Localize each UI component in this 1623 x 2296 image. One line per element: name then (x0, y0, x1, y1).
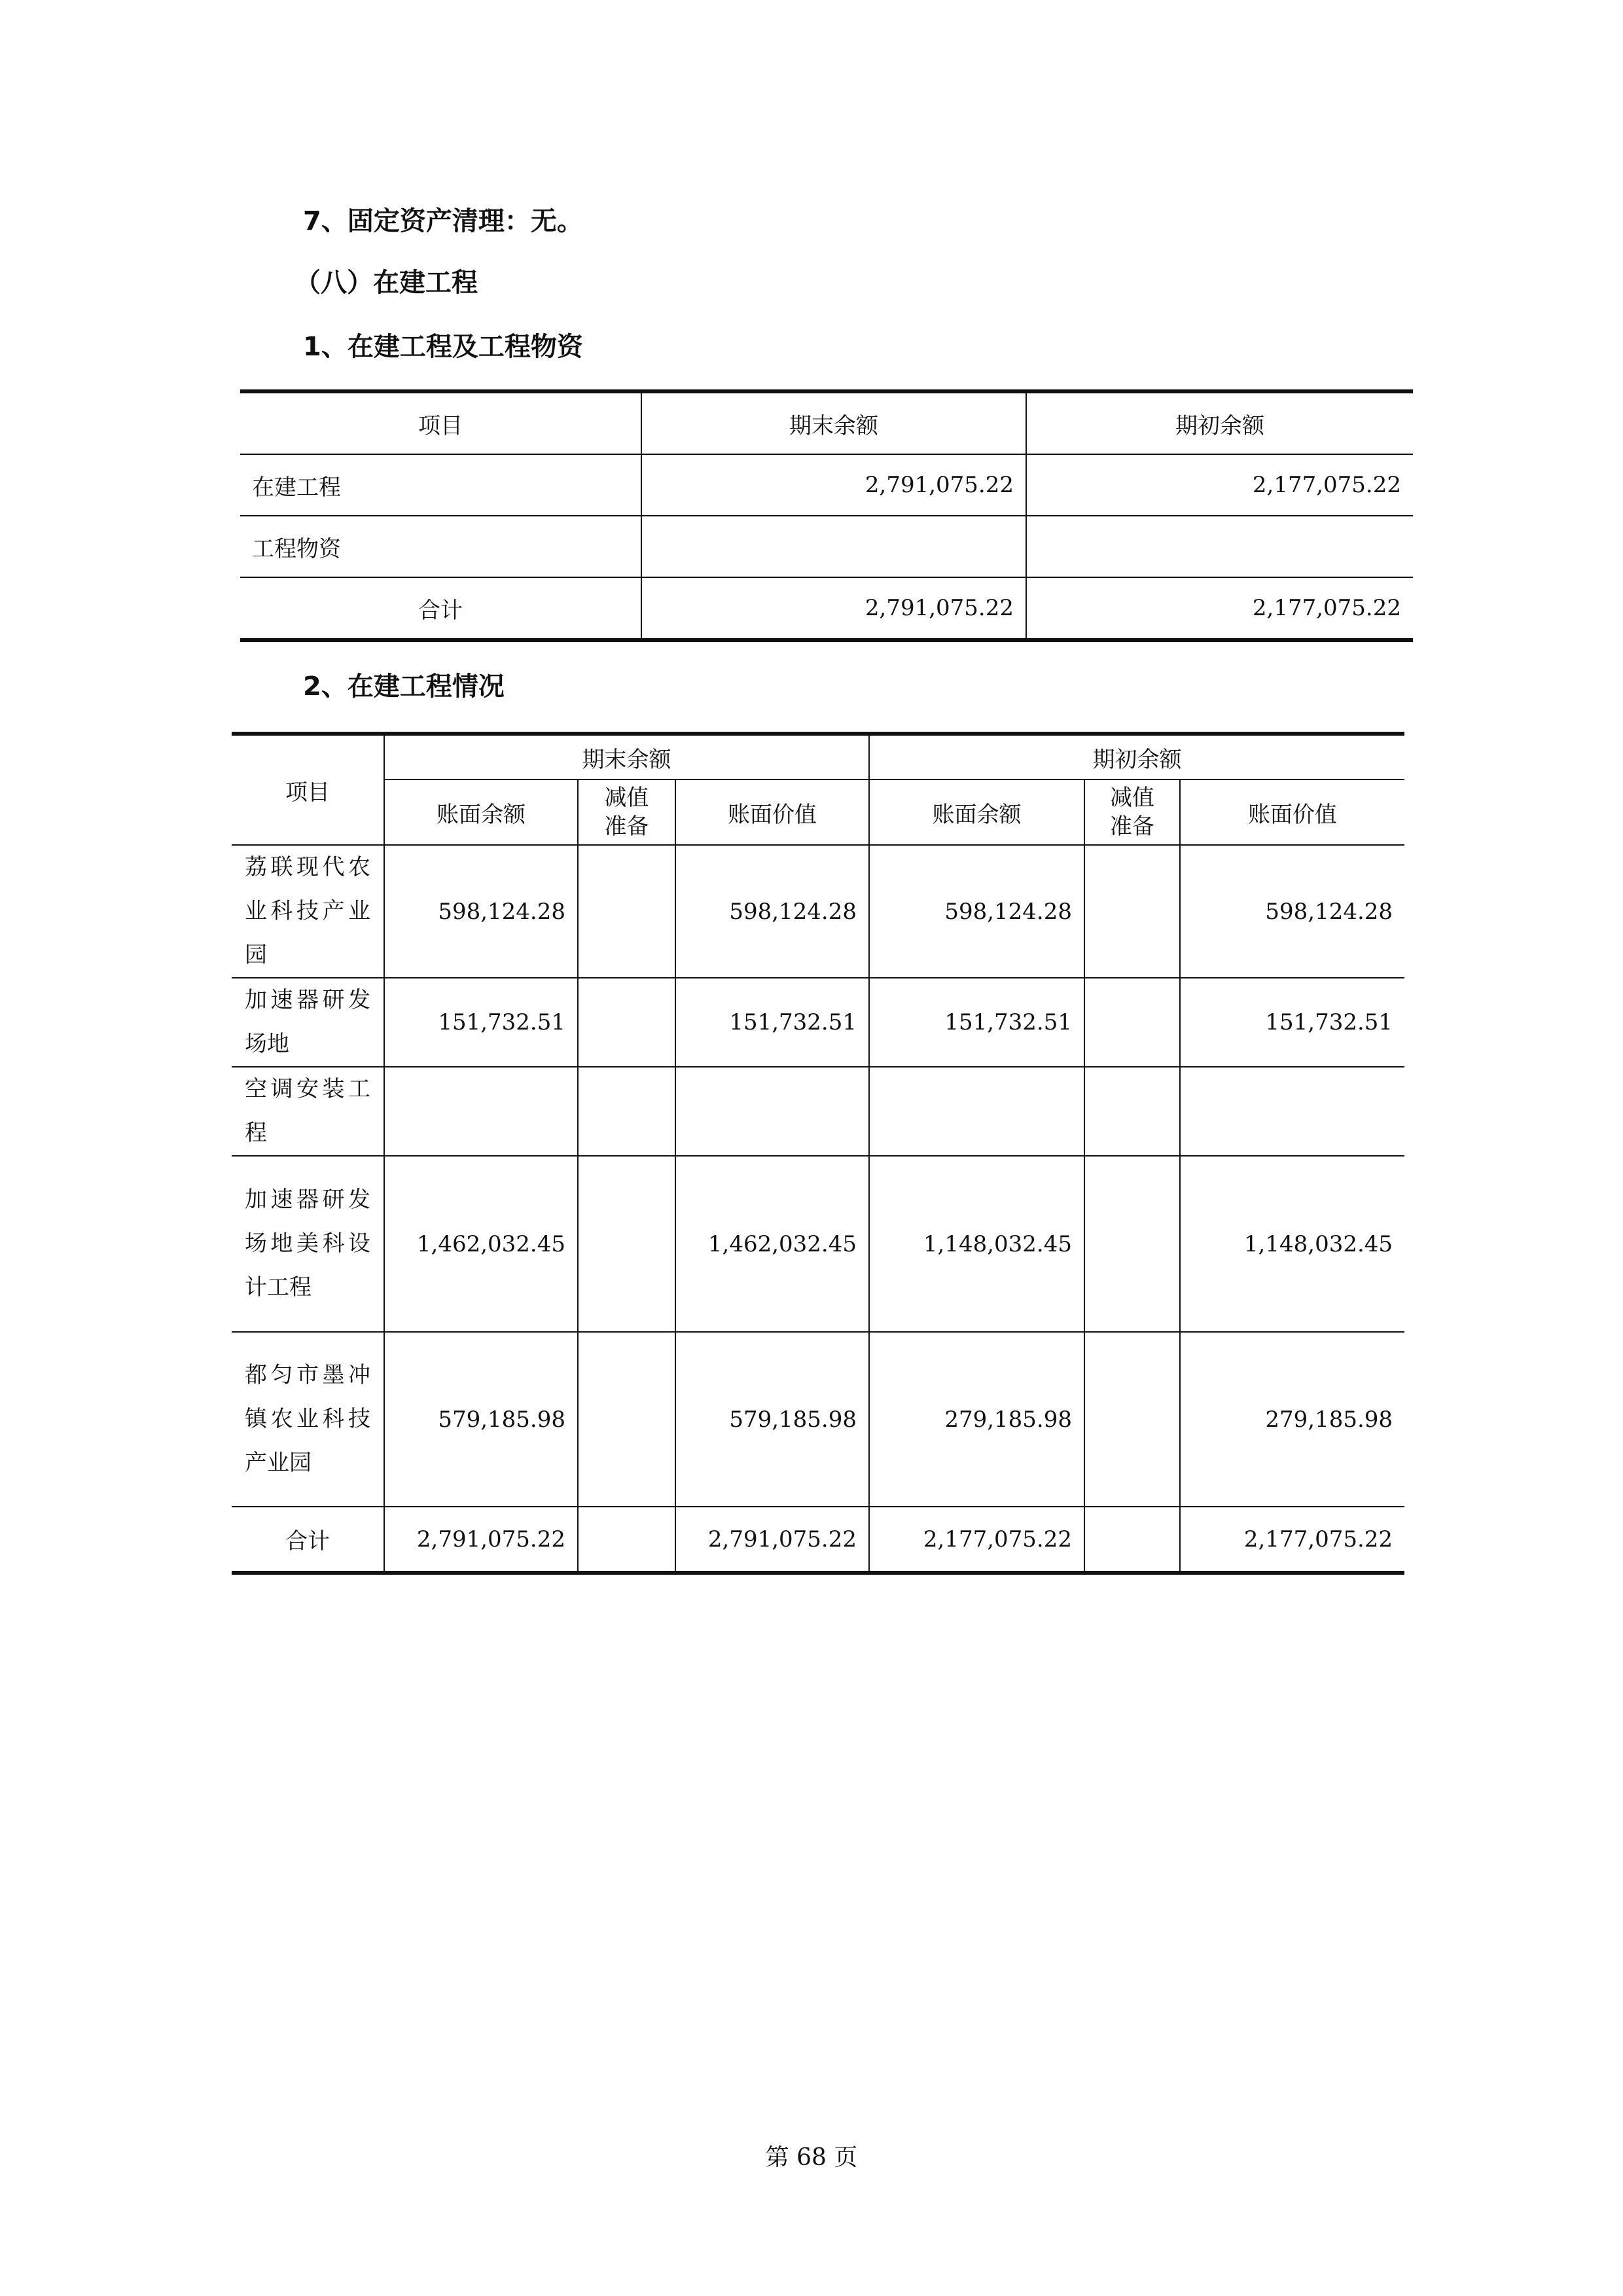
ending-book-balance (384, 1067, 578, 1156)
impairment-line2: 准备 (1110, 814, 1154, 840)
ending-impairment (578, 978, 675, 1067)
table-row (232, 978, 1404, 1067)
column-header-impairment (578, 780, 675, 845)
beginning-impairment (1084, 1156, 1180, 1332)
column-header-item: 项目 (232, 734, 384, 845)
construction-details-table (232, 732, 1404, 1575)
ending-balance-cell: 2,791,075.22 (641, 454, 1026, 516)
ending-book-value: 2,791,075.22 (675, 1507, 869, 1573)
ending-book-value: 598,124.28 (675, 845, 869, 978)
impairment-line1: 减值 (1110, 785, 1154, 811)
column-header-book-value: 账面价值 (1180, 780, 1404, 845)
ending-balance-cell: 2,791,075.22 (641, 577, 1026, 640)
beginning-impairment (1084, 1332, 1180, 1507)
impairment-line1: 减值 (604, 785, 649, 811)
beginning-balance-cell: 2,177,075.22 (1026, 577, 1413, 640)
beginning-book-balance: 279,185.98 (869, 1332, 1084, 1507)
ending-book-balance: 579,185.98 (384, 1332, 578, 1507)
subheading-construction-and-materials: 1、在建工程及工程物资 (303, 332, 583, 362)
beginning-impairment (1084, 1067, 1180, 1156)
ending-impairment (578, 1067, 675, 1156)
beginning-impairment (1084, 1507, 1180, 1573)
table-row (232, 1156, 1404, 1332)
column-header-impairment (1084, 780, 1180, 845)
column-header-book-balance: 账面余额 (384, 780, 578, 845)
table-header-row (240, 391, 1413, 454)
page-number: 第 68 页 (765, 2144, 858, 2171)
total-label: 合计 (232, 1507, 384, 1573)
beginning-book-value (1180, 1067, 1404, 1156)
column-header-item: 项目 (240, 391, 641, 454)
row-label: 工程物资 (240, 516, 641, 577)
section-heading-fixed-asset-clearance: 7、固定资产清理：无。 (303, 206, 583, 236)
beginning-book-value: 279,185.98 (1180, 1332, 1404, 1507)
subheading-construction-details: 2、在建工程情况 (303, 672, 505, 702)
ending-book-balance: 598,124.28 (384, 845, 578, 978)
table-row (240, 516, 1413, 577)
beginning-book-balance: 1,148,032.45 (869, 1156, 1084, 1332)
ending-book-balance: 151,732.51 (384, 978, 578, 1067)
beginning-book-value: 598,124.28 (1180, 845, 1404, 978)
ending-impairment (578, 845, 675, 978)
table-row (240, 454, 1413, 516)
ending-impairment (578, 1332, 675, 1507)
ending-book-value: 1,462,032.45 (675, 1156, 869, 1332)
project-name: 加速器研发场地 (232, 978, 384, 1067)
beginning-book-balance (869, 1067, 1084, 1156)
ending-balance-cell (641, 516, 1026, 577)
table-row (232, 845, 1404, 978)
table-row (232, 1067, 1404, 1156)
column-group-beginning-balance: 期初余额 (869, 734, 1404, 780)
ending-book-value: 151,732.51 (675, 978, 869, 1067)
ending-book-value (675, 1067, 869, 1156)
ending-impairment (578, 1156, 675, 1332)
impairment-line2: 准备 (604, 814, 649, 840)
table-header-row (232, 734, 1404, 780)
column-header-ending-balance: 期末余额 (641, 391, 1026, 454)
table-row (232, 1332, 1404, 1507)
beginning-impairment (1084, 845, 1180, 978)
column-group-ending-balance: 期末余额 (384, 734, 869, 780)
beginning-balance-cell (1026, 516, 1413, 577)
ending-book-balance: 2,791,075.22 (384, 1507, 578, 1573)
total-row (232, 1507, 1404, 1573)
project-name: 都匀市墨冲镇农业科技产业园 (232, 1332, 384, 1507)
beginning-book-value: 1,148,032.45 (1180, 1156, 1404, 1332)
column-header-beginning-balance: 期初余额 (1026, 391, 1413, 454)
beginning-book-balance: 2,177,075.22 (869, 1507, 1084, 1573)
beginning-book-value: 2,177,075.22 (1180, 1507, 1404, 1573)
row-label: 在建工程 (240, 454, 641, 516)
total-label: 合计 (240, 577, 641, 640)
ending-book-value: 579,185.98 (675, 1332, 869, 1507)
beginning-book-balance: 598,124.28 (869, 845, 1084, 978)
table-subheader-row (232, 780, 1404, 845)
beginning-impairment (1084, 978, 1180, 1067)
beginning-book-balance: 151,732.51 (869, 978, 1084, 1067)
beginning-book-value: 151,732.51 (1180, 978, 1404, 1067)
project-name: 荔联现代农业科技产业园 (232, 845, 384, 978)
ending-impairment (578, 1507, 675, 1573)
project-name: 加速器研发场地美科设计工程 (232, 1156, 384, 1332)
beginning-balance-cell: 2,177,075.22 (1026, 454, 1413, 516)
construction-summary-table (240, 389, 1413, 642)
project-name: 空调安装工程 (232, 1067, 384, 1156)
column-header-book-balance: 账面余额 (869, 780, 1084, 845)
column-header-book-value: 账面价值 (675, 780, 869, 845)
total-row (240, 577, 1413, 640)
section-heading-construction-in-progress: （八）在建工程 (294, 268, 478, 298)
ending-book-balance: 1,462,032.45 (384, 1156, 578, 1332)
